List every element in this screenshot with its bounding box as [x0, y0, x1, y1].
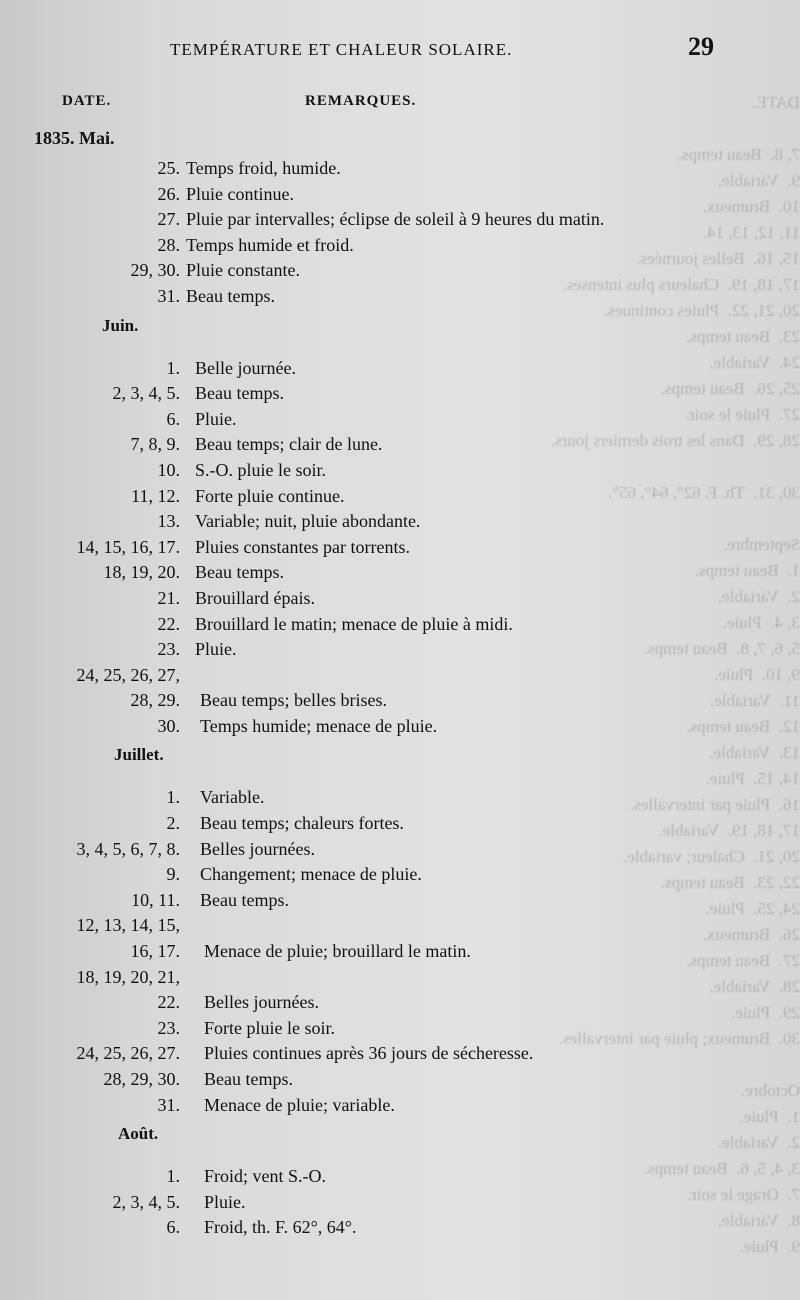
- remarks-column-heading: REMARQUES.: [305, 93, 417, 109]
- entry-remark: Pluie.: [195, 408, 237, 429]
- month-heading-row: [0, 741, 800, 787]
- entry-remark: Forte pluie continue.: [195, 485, 345, 506]
- weather-log: [0, 128, 800, 1243]
- month-heading-row: [0, 128, 800, 158]
- entry-dates: 28, 29.: [130, 690, 180, 711]
- month-heading: Juillet.: [114, 745, 164, 765]
- entry-remark: Beau temps; chaleurs fortes.: [200, 813, 404, 834]
- log-entry: [0, 941, 800, 967]
- log-entry: [0, 639, 800, 665]
- entry-dates: 23.: [157, 639, 180, 660]
- log-entry: [0, 588, 800, 614]
- bleed-through-text: DATE. 7, 8. Beau temps. 9. Variable. 10. Brumeux. 11, 12, 13, 14. 15, 16. Belles journées. 17, 18, 19. Chaleurs plus intenses. 20, 21, 22. Pluies continues. 23. Beau temps. 24. Variable. 25, 26. Beau temps. 27. Pluie le soir. 28, 29. Dans les trois derniers jours. 30, 31. Th. F. 62°, 64°, 65°. Septembre. 1. Beau temps. 2. Variable. 3, 4. Pluie. 5, 6, 7, 8. Beau temps. 9, 10. Pluie. 11. Variable. 12. Beau temps. 13. Variable. 14, 15. Pluie. 16. Pluie par intervalles. 17, 18, 19. Variable. 20, 21. Chaleur; variable. 22, 23. Beau temps. 24, 25. Pluie. 26. Brumeux. 27. Beau temps. 28. Variable. 29. Pluie. 30. Brumeux; pluie par intervalles. Octobre. 1. Pluie. 2. Variable. 3, 4, 5, 6. Beau temps. 7. Orage le soir. 8. Variable. 9. Pluie.: [550, 93, 800, 1256]
- entry-dates: 1.: [166, 1166, 180, 1187]
- month-heading: Août.: [118, 1124, 159, 1144]
- entry-dates: 13.: [157, 511, 180, 532]
- entry-remark: Menace de pluie; variable.: [204, 1094, 395, 1115]
- log-entry: [0, 562, 800, 588]
- log-entry: [0, 434, 800, 460]
- entry-remark: Pluie par intervalles; éclipse de soleil à 9 heures du matin.: [186, 209, 605, 230]
- entry-dates: 3, 4, 5, 6, 7, 8.: [76, 838, 180, 859]
- entry-dates: 6.: [166, 408, 180, 429]
- entry-dates: 7, 8, 9.: [130, 434, 180, 455]
- entry-dates: 24, 25, 26, 27,: [76, 664, 180, 685]
- date-column-heading: DATE.: [62, 93, 112, 109]
- entry-remark: Beau temps.: [200, 889, 289, 910]
- entry-remark: Temps froid, humide.: [186, 158, 341, 178]
- log-entry: [0, 992, 800, 1018]
- month-heading: Juin.: [102, 315, 139, 335]
- entry-dates: 18, 19, 20.: [103, 562, 180, 583]
- entry-dates: 28.: [157, 234, 180, 255]
- entry-remark: Pluies continues après 36 jours de sécheresse.: [204, 1043, 534, 1064]
- log-entry: [0, 890, 800, 916]
- log-entry: [0, 286, 800, 312]
- log-entry: [0, 486, 800, 512]
- log-entry: [0, 1217, 800, 1243]
- log-entry: [0, 864, 800, 890]
- log-entry: [0, 690, 800, 716]
- log-entry: [0, 460, 800, 486]
- entry-dates: 11, 12.: [131, 485, 180, 506]
- entry-dates: 22.: [157, 992, 180, 1013]
- entry-remark: Belles journées.: [204, 992, 319, 1013]
- log-entry: [0, 787, 800, 813]
- entry-remark: Beau temps; belles brises.: [200, 690, 387, 711]
- page-number: 29: [688, 32, 714, 61]
- entry-dates: 6.: [166, 1217, 180, 1238]
- log-entry: [0, 915, 800, 941]
- entry-dates: 23.: [157, 1017, 180, 1038]
- log-entry: [0, 511, 800, 537]
- entry-dates: 2, 3, 4, 5.: [112, 1191, 180, 1212]
- entry-dates: 25.: [157, 158, 180, 178]
- entry-dates: 29, 30.: [130, 260, 180, 281]
- log-entry: [0, 158, 800, 184]
- log-entry: [0, 383, 800, 409]
- entry-dates: 14, 15, 16, 17.: [76, 536, 180, 557]
- entry-dates: 2.: [166, 813, 180, 834]
- entry-remark: Beau temps.: [195, 562, 284, 583]
- entry-remark: Variable.: [200, 787, 265, 808]
- log-entry: [0, 1095, 800, 1121]
- entry-dates: 1.: [166, 787, 180, 808]
- entry-remark: Temps humide et froid.: [186, 234, 354, 255]
- log-entry: [0, 665, 800, 691]
- entry-remark: Pluie constante.: [186, 260, 300, 281]
- entry-dates: 27.: [157, 209, 180, 230]
- entry-remark: Brouillard épais.: [195, 587, 315, 608]
- entry-dates: 31.: [157, 285, 180, 306]
- log-entry: [0, 409, 800, 435]
- log-entry: [0, 1018, 800, 1044]
- log-entry: [0, 716, 800, 742]
- entry-dates: 10, 11.: [131, 889, 180, 910]
- entry-dates: 21.: [157, 587, 180, 608]
- entry-remark: Froid, th. F. 62°, 64°.: [204, 1217, 357, 1238]
- entry-remark: Froid; vent S.-O.: [204, 1166, 327, 1187]
- entry-dates: 12, 13, 14, 15,: [76, 915, 180, 936]
- log-entry: [0, 1043, 800, 1069]
- entry-remark: Beau temps.: [204, 1069, 293, 1089]
- entry-remark: Temps humide; menace de pluie.: [200, 715, 438, 736]
- log-entry: [0, 260, 800, 286]
- entry-dates: 22.: [157, 613, 180, 634]
- entry-dates: 28, 29, 30.: [103, 1069, 180, 1089]
- entry-dates: 9.: [166, 864, 180, 885]
- entry-remark: Beau temps.: [195, 383, 284, 404]
- month-heading-row: [0, 312, 800, 358]
- log-entry: [0, 209, 800, 235]
- entry-dates: 1.: [166, 357, 180, 378]
- log-entry: [0, 614, 800, 640]
- entry-dates: 31.: [157, 1094, 180, 1115]
- entry-remark: Belles journées.: [200, 838, 315, 859]
- month-heading: 1835. Mai.: [34, 128, 115, 148]
- month-heading-row: [0, 1120, 800, 1166]
- page-header: [0, 32, 800, 72]
- entry-dates: 18, 19, 20, 21,: [76, 966, 180, 987]
- entry-remark: Pluies constantes par torrents.: [195, 536, 410, 557]
- entry-remark: S.-O. pluie le soir.: [195, 459, 326, 480]
- log-entry: [0, 358, 800, 384]
- entry-dates: 10.: [157, 459, 180, 480]
- entry-remark: Pluie continue.: [186, 183, 294, 204]
- entry-dates: 26.: [157, 183, 180, 204]
- log-entry: [0, 1069, 800, 1095]
- entry-remark: Beau temps; clair de lune.: [195, 434, 383, 455]
- entry-dates: 30.: [157, 715, 180, 736]
- entry-dates: 16, 17.: [130, 941, 180, 962]
- log-entry: [0, 967, 800, 993]
- log-entry: [0, 813, 800, 839]
- log-entry: [0, 839, 800, 865]
- entry-remark: Pluie.: [195, 639, 237, 660]
- log-entry: [0, 537, 800, 563]
- entry-dates: 24, 25, 26, 27.: [76, 1043, 180, 1064]
- entry-remark: Variable; nuit, pluie abondante.: [195, 511, 421, 532]
- log-entry: [0, 235, 800, 261]
- log-entry: [0, 1166, 800, 1192]
- entry-remark: Pluie.: [204, 1191, 246, 1212]
- entry-remark: Forte pluie le soir.: [204, 1017, 335, 1038]
- log-entry: [0, 184, 800, 210]
- entry-remark: Beau temps.: [186, 285, 275, 306]
- entry-remark: Belle journée.: [195, 357, 296, 378]
- entry-remark: Brouillard le matin; menace de pluie à midi.: [195, 613, 513, 634]
- log-entry: [0, 1192, 800, 1218]
- running-title: TEMPÉRATURE ET CHALEUR SOLAIRE.: [170, 40, 513, 59]
- entry-dates: 2, 3, 4, 5.: [112, 383, 180, 404]
- entry-remark: Changement; menace de pluie.: [200, 864, 422, 885]
- entry-remark: Menace de pluie; brouillard le matin.: [204, 941, 471, 962]
